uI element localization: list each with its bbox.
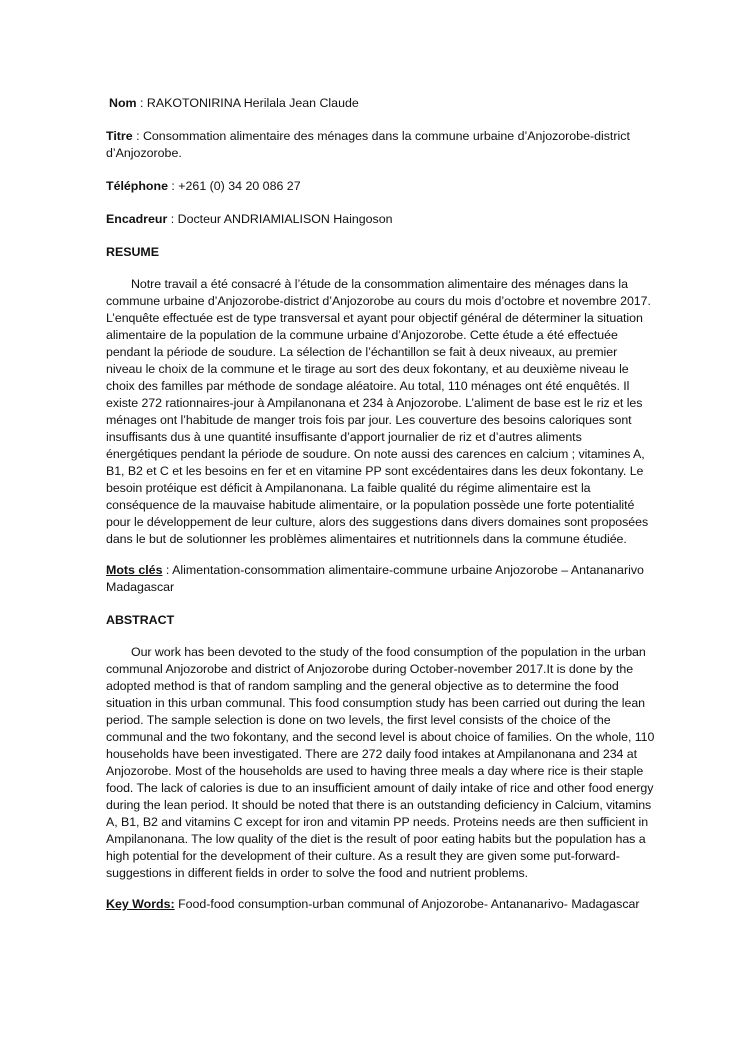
key-words-label: Key Words: <box>106 897 175 911</box>
telephone-line <box>106 178 656 195</box>
abstract-heading: ABSTRACT <box>106 613 175 627</box>
telephone-value: : +261 (0) 34 20 086 27 <box>167 179 301 193</box>
telephone-label: Téléphone <box>106 179 168 193</box>
abstract-paragraph: Our work has been devoted to the study of the food consumption of the population in the urban communal Anjozorobe and district of Anjozorobe during October-november 2017.It is done by the adopted method is that of random sampling and the general objective as to determine the food situation in this urban communal. This food consumption study has been carried out during the lean period. The sample selection is done on two levels, the first level consists of the choice of the communal and the two fokontany, and the second level is about choice of families. On the whole, 110 households have been investigated. There are 272 daily food intakes at Ampilanonana and 234 at Anjozorobe. Most of the households are used to having three meals a day where rice is their staple food. The lack of calories is due to an insufficient amount of daily intake of rice and other food energy during the lean period. It should be noted that there is an outstanding deficiency in Calcium, vitamins A, B1, B2 and vitamins C except for iron and vitamin PP needs. Proteins needs are then sufficient in Ampilanonana. The low quality of the diet is the result of poor eating habits but the population has a high potential for the development of their culture. As a result they are given some put-forward-suggestions in different fields in order to solve the food and nutrient problems. <box>106 645 655 880</box>
titre-label: Titre <box>106 129 133 143</box>
mots-cles-value: : Alimentation-consommation alimentaire-commune urbaine Anjozorobe – Antananarivo Madagascar <box>106 563 644 594</box>
author-name-line <box>106 95 656 112</box>
encadreur-label: Encadreur <box>106 212 168 226</box>
supervisor-line <box>106 211 656 228</box>
title-line <box>106 128 656 162</box>
document-page <box>106 95 656 929</box>
nom-label: Nom <box>109 96 137 110</box>
encadreur-value: : Docteur ANDRIAMIALISON Haingoson <box>167 212 393 226</box>
resume-paragraph: Notre travail a été consacré à l’étude de la consommation alimentaire des ménages dans la commune urbaine d’Anjozorobe-district d’Anjozorobe au cours du mois d’octobre et novembre 2017. L’enquête effectuée est de type transversal et ayant pour objectif général de déterminer la situation alimentaire de la population de la commune urbaine d’Anjozorobe. Cette étude a été effectuée pendant la période de soudure. La sélection de l’échantillon se fait à deux niveaux, au premier niveau le choix de la commune et le tirage au sort des deux fokontany, et au deuxième niveau le choix des familles par méthode de sondage aléatoire. Au total, 110 ménages ont été enquêtés. Il existe 272 rationnaires-jour à Ampilanonana et 234 à Anjozorobe. L’aliment de base est le riz et les ménages ont l’habitude de manger trois fois par jour. Les couverture des besoins caloriques sont insuffisants dus à une quantité insuffisante d’apport journalier de riz et d’autres aliments énergétiques pendant la période de soudure. On note aussi des carences en calcium ; vitamines A, B1, B2 et C et les besoins en fer et en vitamine PP sont excédentaires dans les deux fokontany. Le besoin protéique est déficit à Ampilanonana. La faible qualité du régime alimentaire est la conséquence de la mauvaise habitude alimentaire, or la population possède une forte potentialité pour le développement de leur culture, alors des suggestions dans divers domaines sont proposées dans le but de solutionner les problèmes alimentaires et nutritionnels dans la commune étudiée. <box>106 277 651 546</box>
key-words-value: Food-food consumption-urban communal of Anjozorobe- Antananarivo- Madagascar <box>174 897 640 911</box>
titre-value: : Consommation alimentaire des ménages dans la commune urbaine d’Anjozorobe-district d’Anjozorobe. <box>106 129 630 160</box>
mots-cles-label: Mots clés <box>106 563 163 577</box>
resume-keywords <box>106 562 656 596</box>
nom-value: : RAKOTONIRINA Herilala Jean Claude <box>136 96 359 110</box>
abstract-keywords <box>106 896 656 913</box>
resume-heading: RESUME <box>106 245 160 259</box>
